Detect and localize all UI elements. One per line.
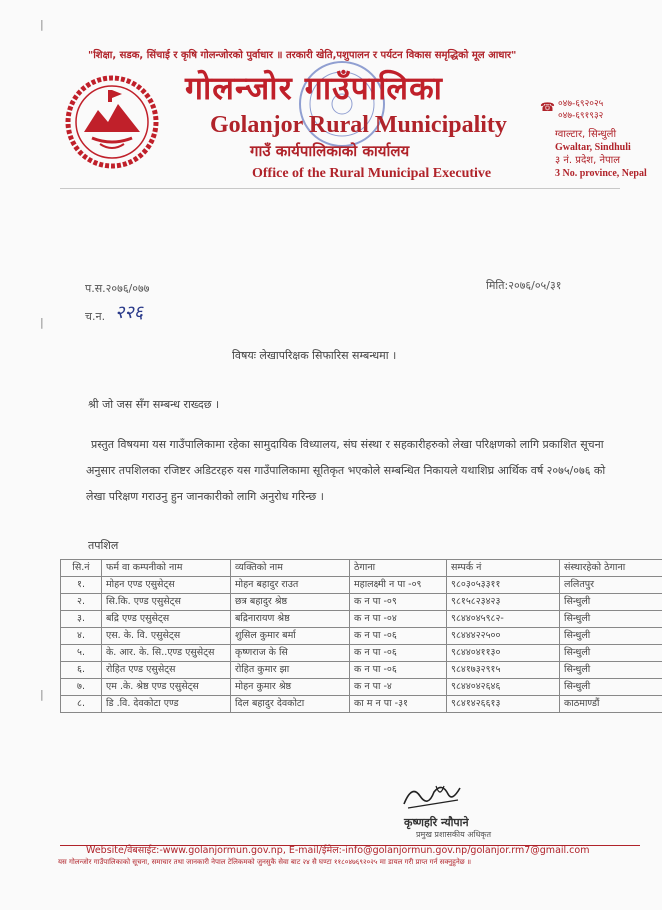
office-english: Office of the Rural Municipal Executive: [252, 166, 492, 181]
header-location: संस्थारहेको ठेगाना: [560, 560, 662, 577]
cell-address: क न पा -४: [350, 679, 447, 696]
cell-address: क न पा -०४: [350, 611, 447, 628]
cell-location: सिन्धुली: [560, 662, 662, 679]
cell-firm: मोहन एण्ड एसुसेट्स: [102, 577, 231, 594]
slogan: "शिक्षा, सडक, सिंचाई र कृषि गोलन्जोरको पुर्वाधार ॥ तरकारी खेति,पशुपालन र पर्यटन विकास समृद्धिको मूल आधार": [88, 50, 517, 61]
title-english: Golanjor Rural Municipality: [210, 112, 507, 138]
cell-contact: ९८४४०४५९८२-: [447, 611, 560, 628]
cell-contact: ९८१५८२३४२३: [447, 594, 560, 611]
header-address: ठेगाना: [350, 560, 447, 577]
cell-firm: डि .वि. देवकोटा एण्ड: [102, 696, 231, 713]
cell-contact: ९८४४०४११३०: [447, 645, 560, 662]
letter-greeting: श्री जो जस सँग सम्बन्ध राख्दछ ।: [88, 398, 220, 411]
cell-location: सिन्धुली: [560, 611, 662, 628]
cell-sn: ७.: [61, 679, 102, 696]
cell-person: मोहन बहादुर राउत: [231, 577, 350, 594]
dispatch-label: च.न.: [85, 310, 106, 323]
cell-sn: ६.: [61, 662, 102, 679]
fiscal-reference: प.स.२०७६/०७७: [85, 282, 150, 295]
tapsil-label: तपशिल: [88, 539, 119, 552]
office-nepali: गाउँ कार्यपालिकाको कार्यालय: [250, 142, 410, 160]
dispatch-number: २२६: [115, 302, 144, 323]
cell-firm: बद्रि एण्ड एसुसेट्स: [102, 611, 231, 628]
cell-person: मोहन कुमार श्रेष्ठ: [231, 679, 350, 696]
cell-person: छत्र बहादुर श्रेष्ठ: [231, 594, 350, 611]
cell-sn: २.: [61, 594, 102, 611]
signature-mark: [398, 778, 468, 814]
header-divider: [60, 188, 620, 189]
address-block: [555, 128, 655, 180]
cell-address: महालक्ष्मी न पा -०९: [350, 577, 447, 594]
header-person: व्यक्तिको नाम: [231, 560, 350, 577]
cell-contact: ९८४४०४२६४६: [447, 679, 560, 696]
cell-sn: ३.: [61, 611, 102, 628]
cell-firm: एस. के. वि. एसुसेट्स: [102, 628, 231, 645]
cell-address: का म न पा -३१: [350, 696, 447, 713]
margin-mark: |: [40, 316, 44, 329]
table-row: [61, 696, 662, 713]
auditor-table: [60, 559, 662, 713]
cell-location: ललितपुर: [560, 577, 662, 594]
cell-sn: १.: [61, 577, 102, 594]
footer-note: यस गोलन्जोर गाउँपालिकाको सूचना, समाचार तथा जानकारी नेपाल टेलिकमको जुनसुकै सेवा बाट २४ सै घण्टा ११८०४७६९२०२५ मा डायल गरी प्राप्त गर्न सक्नुहुनेछ ॥: [58, 858, 472, 866]
cell-person: शुसिल कुमार बर्मा: [231, 628, 350, 645]
cell-person: रोहित कुमार झा: [231, 662, 350, 679]
address-ne-1: ग्वाल्टार, सिन्धुली: [555, 129, 617, 140]
cell-contact: ९८४१७३२९१५: [447, 662, 560, 679]
header-sn: सि.नं: [61, 560, 102, 577]
header-firm: फर्म वा कम्पनीको नाम: [102, 560, 231, 577]
cell-location: काठमाण्डौं: [560, 696, 662, 713]
table-row: [61, 628, 662, 645]
cell-address: क न पा -०६: [350, 628, 447, 645]
margin-mark: |: [40, 688, 44, 701]
phone-icon: ☎: [540, 100, 555, 114]
table-row: [61, 577, 662, 594]
cell-contact: ९८४१४२६६१३: [447, 696, 560, 713]
phone-2: ०४७-६९१९३२: [557, 111, 604, 121]
letter-date: मिति:२०७६/०५/३१: [486, 279, 562, 292]
table-header-row: [61, 560, 662, 577]
cell-firm: रोहित एण्ड एसुसेट्स: [102, 662, 231, 679]
municipality-emblem-icon: [62, 72, 162, 172]
cell-contact: ९८०३०५३३११: [447, 577, 560, 594]
letter-body: प्रस्तुत विषयमा यस गाउँपालिकामा रहेका सामुदायिक विध्यालय, संघ संस्था र सहकारीहरुको लेखा परिक्षणको लागि प्रकाशित सूचना अनुसार तपशिलका रजिष्टर अडिटरहरु यस गाउँपालिकामा सूतिकृत भएकोले सम्बन्धित निकायले यथाशिघ्र आर्थिक वर्ष २०७५/०७६ को लेखा परिक्षण गराउनु हुन जानकारीको लागि अनुरोध गरिन्छ ।: [86, 438, 606, 503]
address-en-1: Gwaltar, Sindhuli: [555, 142, 631, 153]
cell-person: बद्रिनारायण श्रेष्ठ: [231, 611, 350, 628]
footer-website-email: Website/वेबसाईट:-www.golanjormun.gov.np, E-mail/ईमेल:-info@golanjormun.gov.np/golanjor.rm7@gmail.com: [86, 845, 590, 856]
cell-firm: सि.कि. एण्ड एसुसेट्स: [102, 594, 231, 611]
cell-firm: के. आर. के. सि..एण्ड एसुसेट्स: [102, 645, 231, 662]
letter-subject: विषयः लेखापरिक्षक सिफारिस सम्बन्धमा ।: [232, 349, 397, 362]
table-row: [61, 662, 662, 679]
cell-location: सिन्धुली: [560, 628, 662, 645]
cell-person: कृष्णराज के सि: [231, 645, 350, 662]
signatory-name: कृष्णहरि न्यौपाने: [404, 816, 469, 829]
signatory-title: प्रमुख प्रशासकीय अधिकृत: [416, 830, 492, 839]
margin-mark: |: [40, 18, 44, 31]
phone-1: ०४७-६९२०२५: [557, 99, 604, 109]
table-row: [61, 611, 662, 628]
cell-address: क न पा -०६: [350, 645, 447, 662]
cell-firm: एम .के. श्रेष्ठ एण्ड एसुसेट्स: [102, 679, 231, 696]
address-ne-2: ३ नं. प्रदेश, नेपाल: [555, 155, 621, 166]
title-nepali: गोलन्जोर गाउँपालिका: [185, 69, 443, 107]
table-row: [61, 645, 662, 662]
cell-location: सिन्धुली: [560, 679, 662, 696]
cell-sn: ४.: [61, 628, 102, 645]
cell-address: क न पा -०६: [350, 662, 447, 679]
cell-sn: ८.: [61, 696, 102, 713]
address-en-2: 3 No. province, Nepal: [555, 168, 647, 179]
header-contact: सम्पर्क नं: [447, 560, 560, 577]
table-row: [61, 679, 662, 696]
cell-location: सिन्धुली: [560, 645, 662, 662]
table-row: [61, 594, 662, 611]
cell-address: क न पा -०९: [350, 594, 447, 611]
cell-sn: ५.: [61, 645, 102, 662]
cell-contact: ९८४४४२२५००: [447, 628, 560, 645]
cell-person: दिल बहादुर देवकोटा: [231, 696, 350, 713]
contact-block: [540, 98, 652, 122]
cell-location: सिन्धुली: [560, 594, 662, 611]
